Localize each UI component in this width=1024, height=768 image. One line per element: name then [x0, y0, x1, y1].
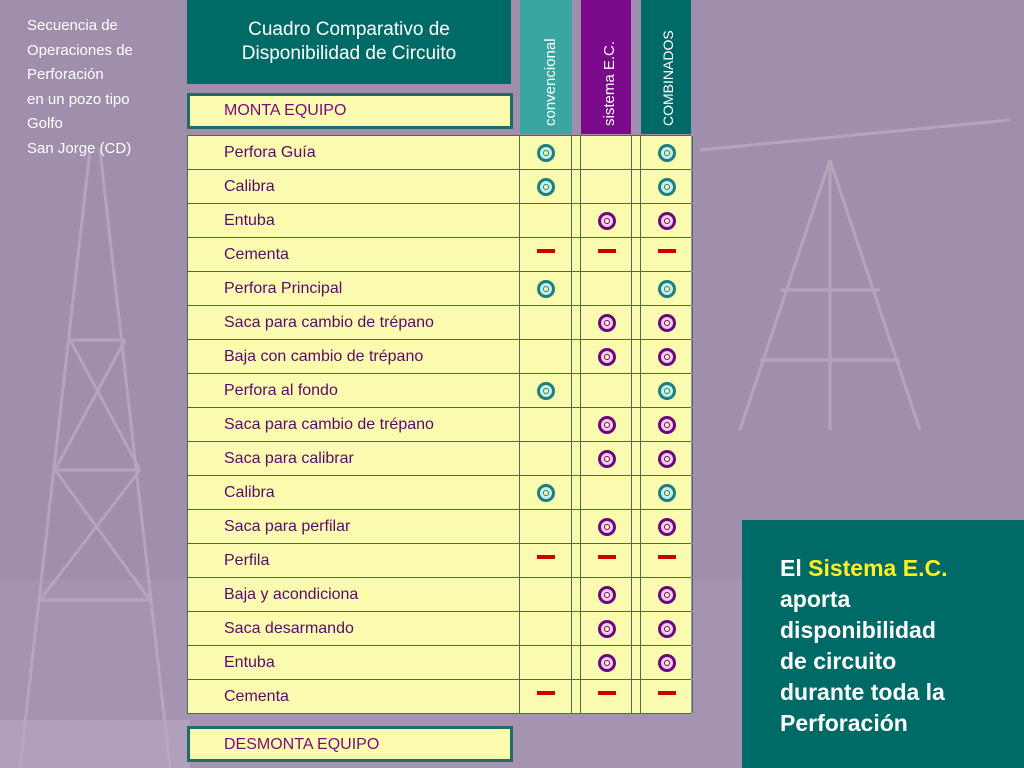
dash-icon — [537, 555, 555, 559]
cell-convencional — [519, 544, 572, 577]
callout-line: de circuito — [780, 648, 897, 674]
row-border — [187, 204, 188, 237]
row-border — [187, 510, 188, 543]
cell-sistema — [580, 170, 632, 203]
purple-target-icon — [598, 450, 616, 468]
callout-line: durante toda la — [780, 679, 945, 705]
cell-sistema — [580, 136, 632, 169]
cell-combinados — [640, 204, 693, 237]
cell-convencional — [519, 578, 572, 611]
table-row — [187, 510, 691, 544]
table-row — [187, 238, 691, 272]
table-row — [187, 272, 691, 306]
cell-sistema — [580, 204, 632, 237]
purple-target-icon — [658, 450, 676, 468]
purple-target-icon — [658, 416, 676, 434]
table-row — [187, 408, 691, 442]
teal-target-icon — [537, 144, 555, 162]
row-label: Saca para perfilar — [224, 518, 351, 535]
cell-convencional — [519, 136, 572, 169]
cell-convencional — [519, 374, 572, 407]
cell-convencional — [519, 238, 572, 271]
table-row — [187, 476, 691, 510]
cell-convencional — [519, 476, 572, 509]
row-label: Perfora al fondo — [224, 382, 338, 399]
row-label: Saca para calibrar — [224, 450, 354, 467]
sidebar-note — [27, 14, 177, 161]
purple-target-icon — [598, 620, 616, 638]
sidebar-note-line: Golfo — [27, 115, 63, 132]
cell-sistema — [580, 340, 632, 373]
row-border — [187, 306, 188, 339]
purple-target-icon — [598, 348, 616, 366]
table-row — [187, 442, 691, 476]
table-row — [187, 544, 691, 578]
table-row — [187, 374, 691, 408]
row-label: Perfila — [224, 552, 270, 569]
callout-line: aporta — [780, 586, 851, 612]
purple-target-icon — [658, 620, 676, 638]
cell-sistema — [580, 646, 632, 679]
row-border — [187, 646, 188, 679]
dash-icon — [658, 249, 676, 253]
cell-convencional — [519, 612, 572, 645]
section-desmonta-equipo: DESMONTA EQUIPO — [187, 726, 513, 762]
dash-icon — [598, 249, 616, 253]
teal-target-icon — [658, 178, 676, 196]
sidebar-note-line: San Jorge (CD) — [27, 139, 132, 157]
cell-sistema — [580, 544, 632, 577]
column-header-label: COMBINADOS — [660, 30, 676, 126]
row-label: Calibra — [224, 484, 275, 501]
purple-target-icon — [658, 212, 676, 230]
row-label: Saca para cambio de trépano — [224, 416, 434, 433]
table-row — [187, 680, 691, 714]
purple-target-icon — [598, 212, 616, 230]
table-row — [187, 135, 691, 170]
cell-combinados — [640, 476, 693, 509]
teal-target-icon — [658, 484, 676, 502]
section-monta-equipo: MONTA EQUIPO — [187, 93, 513, 129]
cell-combinados — [640, 374, 693, 407]
purple-target-icon — [658, 654, 676, 672]
row-border — [187, 136, 188, 169]
teal-target-icon — [537, 178, 555, 196]
cell-combinados — [640, 646, 693, 679]
cell-sistema — [580, 680, 632, 713]
row-border — [187, 374, 188, 407]
row-border — [187, 170, 188, 203]
sidebar-note-line: en un pozo tipo — [27, 90, 130, 108]
cell-combinados — [640, 170, 693, 203]
dash-icon — [658, 555, 676, 559]
cell-convencional — [519, 680, 572, 713]
cell-combinados — [640, 272, 693, 305]
purple-target-icon — [658, 314, 676, 332]
cell-sistema — [580, 578, 632, 611]
teal-target-icon — [658, 382, 676, 400]
table-row — [187, 170, 691, 204]
row-border — [187, 612, 188, 645]
row-border — [187, 578, 188, 611]
row-label: Saca para cambio de trépano — [224, 314, 434, 331]
purple-target-icon — [598, 654, 616, 672]
column-header-convencional — [520, 0, 572, 134]
callout-accent: Sistema E.C. — [808, 555, 948, 581]
cell-combinados — [640, 680, 693, 713]
cell-convencional — [519, 442, 572, 475]
dash-icon — [598, 691, 616, 695]
cell-combinados — [640, 306, 693, 339]
column-header-label: convencional — [542, 38, 559, 126]
page-title-line: Cuadro Comparativo de — [248, 19, 450, 40]
table-row — [187, 340, 691, 374]
row-label: Cementa — [224, 246, 289, 263]
cell-combinados — [640, 544, 693, 577]
row-border — [187, 340, 188, 373]
teal-target-icon — [658, 144, 676, 162]
row-border — [187, 442, 188, 475]
cell-convencional — [519, 272, 572, 305]
row-label: Perfora Principal — [224, 280, 343, 297]
cell-sistema — [580, 476, 632, 509]
table-row — [187, 204, 691, 238]
row-border — [187, 544, 188, 577]
dash-icon — [658, 691, 676, 695]
dash-icon — [537, 249, 555, 253]
row-label: Baja y acondiciona — [224, 586, 359, 603]
row-border — [187, 272, 188, 305]
callout-line: disponibilidad — [780, 617, 936, 643]
cell-combinados — [640, 578, 693, 611]
cell-combinados — [640, 612, 693, 645]
table-row — [187, 578, 691, 612]
row-border — [187, 476, 188, 509]
row-border — [187, 408, 188, 441]
cell-sistema — [580, 374, 632, 407]
table-row — [187, 612, 691, 646]
teal-target-icon — [658, 280, 676, 298]
column-header-combinados — [641, 0, 691, 134]
callout-box — [742, 520, 1024, 768]
row-label: Entuba — [224, 654, 275, 671]
cell-sistema — [580, 272, 632, 305]
cell-convencional — [519, 306, 572, 339]
purple-target-icon — [598, 314, 616, 332]
operations-table — [187, 135, 691, 714]
sidebar-note-line: Operaciones de — [27, 41, 133, 59]
cell-sistema — [580, 612, 632, 645]
dash-icon — [537, 691, 555, 695]
callout-line: Perforación — [780, 710, 908, 736]
cell-combinados — [640, 238, 693, 271]
row-label: Entuba — [224, 212, 275, 229]
table-row — [187, 306, 691, 340]
teal-target-icon — [537, 280, 555, 298]
row-label: Calibra — [224, 178, 275, 195]
cell-sistema — [580, 306, 632, 339]
cell-sistema — [580, 408, 632, 441]
page-title-line: Disponibilidad de Circuito — [241, 43, 457, 64]
cell-combinados — [640, 340, 693, 373]
cell-combinados — [640, 408, 693, 441]
cell-convencional — [519, 510, 572, 543]
cell-convencional — [519, 340, 572, 373]
sidebar-note-line: Secuencia de — [27, 17, 118, 34]
purple-target-icon — [658, 518, 676, 536]
purple-target-icon — [598, 416, 616, 434]
teal-target-icon — [537, 484, 555, 502]
table-row — [187, 646, 691, 680]
purple-target-icon — [598, 518, 616, 536]
cell-convencional — [519, 408, 572, 441]
sidebar-note-line: Perforación — [27, 66, 104, 83]
cell-sistema — [580, 238, 632, 271]
cell-convencional — [519, 646, 572, 679]
callout-line-first — [780, 553, 1004, 584]
dash-icon — [598, 555, 616, 559]
purple-target-icon — [658, 348, 676, 366]
purple-target-icon — [658, 586, 676, 604]
row-border — [187, 680, 188, 713]
row-border — [187, 238, 188, 271]
cell-combinados — [640, 442, 693, 475]
cell-sistema — [580, 442, 632, 475]
page-title — [187, 0, 511, 84]
purple-target-icon — [598, 586, 616, 604]
cell-combinados — [640, 510, 693, 543]
row-label: Perfora Guía — [224, 144, 316, 161]
cell-convencional — [519, 170, 572, 203]
cell-combinados — [640, 136, 693, 169]
row-label: Saca desarmando — [224, 620, 354, 637]
row-label: Cementa — [224, 688, 289, 705]
callout-prefix: El — [780, 555, 809, 581]
column-header-label: sistema E.C. — [601, 40, 618, 126]
cell-convencional — [519, 204, 572, 237]
cell-sistema — [580, 510, 632, 543]
teal-target-icon — [537, 382, 555, 400]
row-label: Baja con cambio de trépano — [224, 348, 424, 365]
column-header-sistema — [581, 0, 631, 134]
